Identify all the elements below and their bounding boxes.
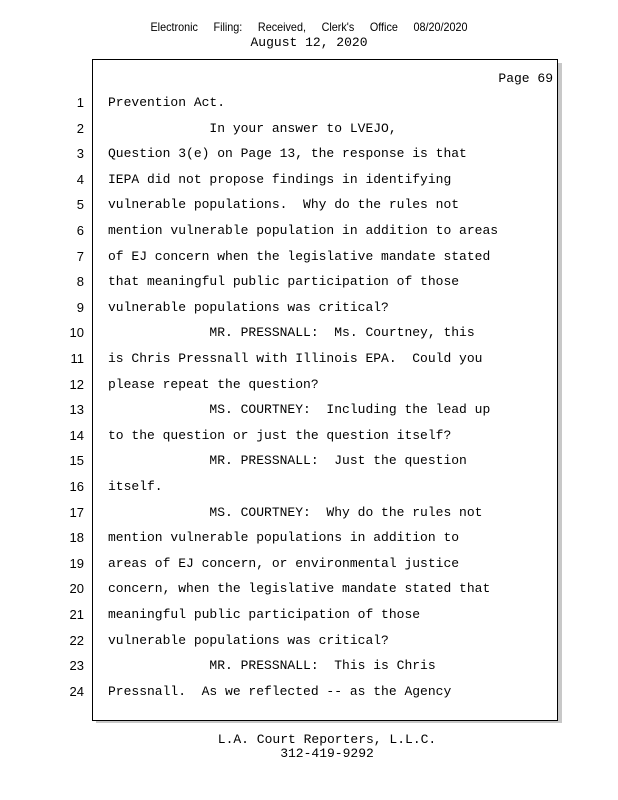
transcript-line: MR. PRESSNALL: Ms. Courtney, this <box>108 325 475 340</box>
transcript-line: MR. PRESSNALL: Just the question <box>108 453 467 468</box>
stamp-date: 08/20/2020 <box>413 20 468 34</box>
transcript-line: is Chris Pressnall with Illinois EPA. Could you <box>108 351 483 366</box>
footer <box>0 733 618 761</box>
transcript-line: concern, when the legislative mandate stated that <box>108 581 491 596</box>
court-reporter-phone: 312-419-9292 <box>280 746 374 761</box>
transcript-line: please repeat the question? <box>108 377 319 392</box>
line-number: 5 <box>76 197 84 212</box>
line-number: 4 <box>76 172 84 187</box>
line-number: 6 <box>76 223 84 238</box>
transcript-line: of EJ concern when the legislative mandate stated <box>108 249 491 264</box>
line-number: 19 <box>69 556 84 571</box>
stamp-word: Received, <box>257 20 306 34</box>
line-number: 12 <box>69 377 84 392</box>
line-number: 24 <box>69 684 84 699</box>
stamp-word: Clerk's <box>321 20 355 34</box>
transcript-line: MS. COURTNEY: Why do the rules not <box>108 505 483 520</box>
transcript-line: MR. PRESSNALL: This is Chris <box>108 658 436 673</box>
line-number: 10 <box>69 325 84 340</box>
line-number: 13 <box>69 402 84 417</box>
line-number: 2 <box>76 121 84 136</box>
line-number: 11 <box>70 351 84 366</box>
line-number: 23 <box>69 658 84 673</box>
transcript-line: Pressnall. As we reflected -- as the Agency <box>108 684 452 699</box>
transcript-line: meaningful public participation of those <box>108 607 421 622</box>
electronic-filing-stamp <box>31 20 587 34</box>
line-number: 1 <box>76 95 84 110</box>
transcript-line: vulnerable populations. Why do the rules not <box>108 197 460 212</box>
line-number: 3 <box>76 146 84 161</box>
line-number: 16 <box>69 479 84 494</box>
transcript-line: IEPA did not propose findings in identifying <box>108 172 452 187</box>
transcript-line: areas of EJ concern, or environmental justice <box>108 556 460 571</box>
line-number: 17 <box>69 505 84 520</box>
stamp-word: Filing: <box>213 20 243 34</box>
line-number: 7 <box>76 249 84 264</box>
transcript-line: mention vulnerable populations in addition to <box>108 530 460 545</box>
transcript-line: In your answer to LVEJO, <box>108 121 397 136</box>
line-number: 15 <box>69 453 84 468</box>
line-number: 20 <box>69 581 84 596</box>
line-number: 18 <box>69 530 84 545</box>
stamp-word: Office <box>369 20 398 34</box>
transcript-line: vulnerable populations was critical? <box>108 300 389 315</box>
line-number: 9 <box>76 300 84 315</box>
line-number: 14 <box>69 428 84 443</box>
transcript-line: MS. COURTNEY: Including the lead up <box>108 402 491 417</box>
page-number: Page 69 <box>498 71 553 86</box>
court-reporter-name: L.A. Court Reporters, L.L.C. <box>217 732 437 747</box>
transcript-line: that meaningful public participation of those <box>108 274 460 289</box>
transcript-line: to the question or just the question itself? <box>108 428 452 443</box>
line-number: 8 <box>76 274 84 289</box>
transcript-line: vulnerable populations was critical? <box>108 633 389 648</box>
line-number: 21 <box>69 607 84 622</box>
transcript-line: itself. <box>108 479 163 494</box>
transcript-line: Prevention Act. <box>108 95 226 110</box>
transcript-line: mention vulnerable population in addition to areas <box>108 223 499 238</box>
line-number: 22 <box>69 633 84 648</box>
stamp-word: Electronic <box>150 20 198 34</box>
transcript-line: Question 3(e) on Page 13, the response is that <box>108 146 467 161</box>
transcript-date: August 12, 2020 <box>250 35 368 50</box>
